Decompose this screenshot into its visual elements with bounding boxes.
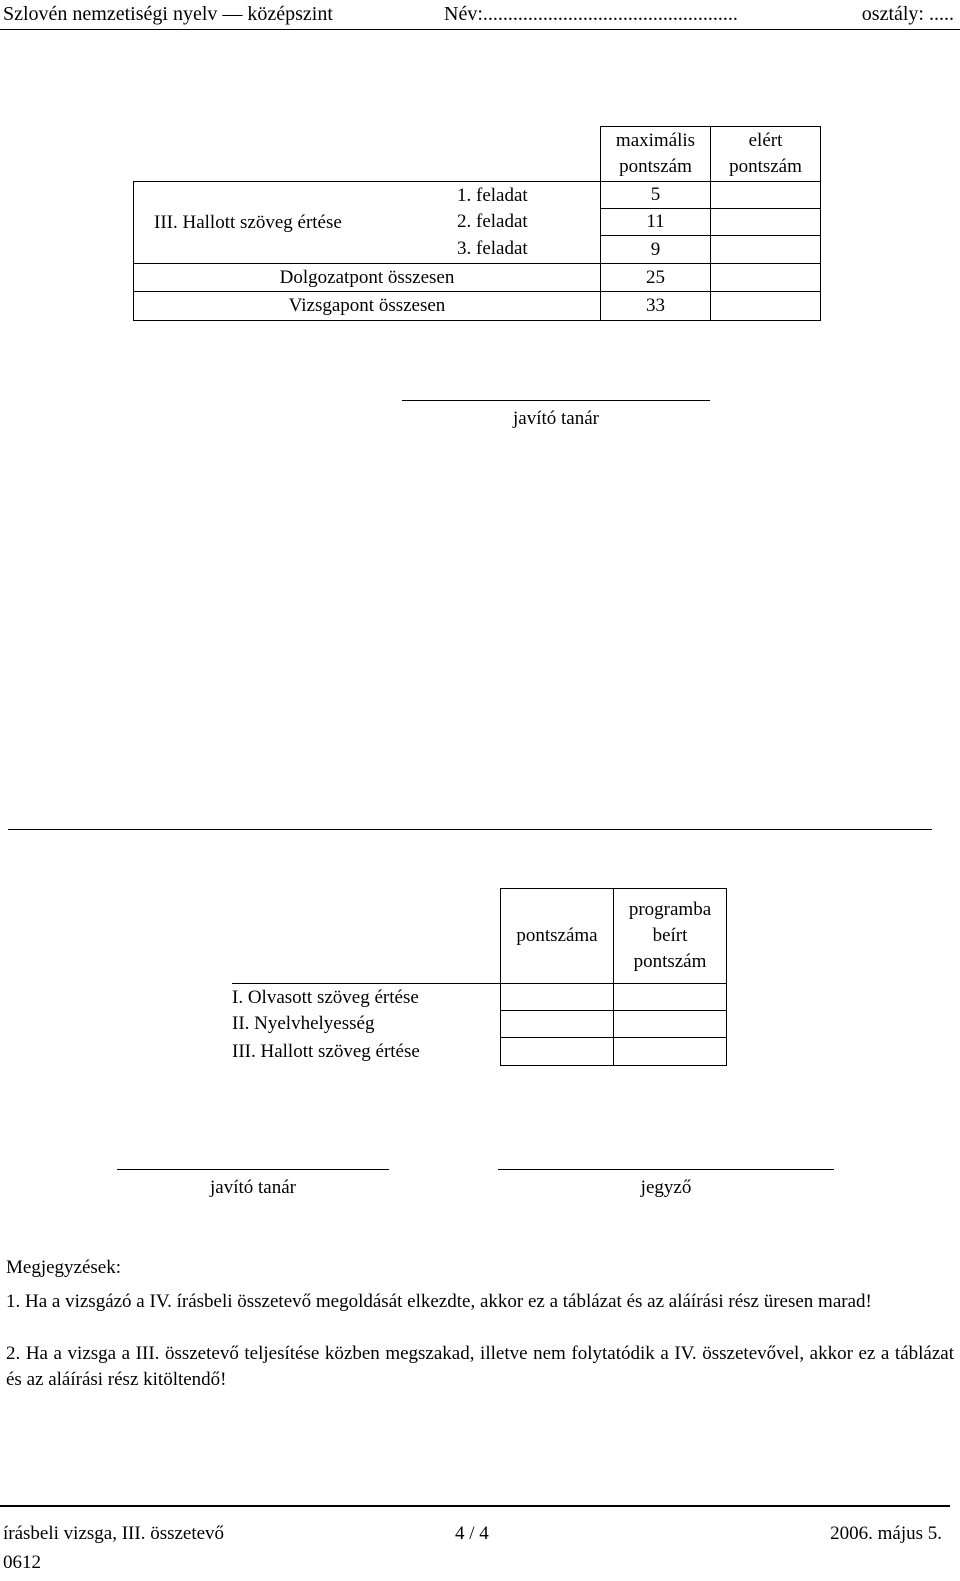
footer-date: 2006. május 5. — [830, 1523, 942, 1544]
points-input[interactable] — [500, 1037, 614, 1066]
section-separator — [8, 829, 932, 830]
signature-line[interactable] — [498, 1169, 834, 1170]
task-max: 5 — [600, 181, 711, 209]
program-points-input[interactable] — [613, 983, 727, 1011]
signature-line[interactable] — [402, 400, 710, 401]
task-label: 3. feladat — [400, 235, 601, 264]
subject-label: I. Olvasott szöveg értése — [232, 983, 501, 1011]
col-header-max: maximális pontszám — [600, 126, 711, 182]
task-label: 1. feladat — [400, 181, 601, 209]
task-achieved-input[interactable] — [710, 208, 821, 236]
signature-label: javító tanár — [513, 408, 599, 429]
exam-total-label: Vizsgapont összesen — [133, 291, 601, 321]
signature-label: jegyző — [640, 1177, 692, 1198]
task-achieved-input[interactable] — [710, 181, 821, 209]
total-max: 25 — [600, 263, 711, 292]
task-max: 9 — [600, 235, 711, 264]
task-achieved-input[interactable] — [710, 235, 821, 264]
note-item: 2. Ha a vizsga a III. összetevő teljesítése közben megszakad, illetve nem folytatódik a IV. összetevővel, akkor ez a táblázat és az aláírási rész kitöltendő! — [6, 1343, 954, 1390]
signature-label: javító tanár — [210, 1177, 296, 1198]
exam-total-achieved-input[interactable] — [710, 291, 821, 321]
col-header-achieved: elért pontszám — [710, 126, 821, 182]
subject-label: II. Nyelvhelyesség — [232, 1013, 375, 1034]
exam-total-max: 33 — [600, 291, 711, 321]
signature-line[interactable] — [117, 1169, 389, 1170]
program-points-input[interactable] — [613, 1010, 727, 1038]
name-field[interactable]: Név:................................................... — [444, 3, 738, 25]
program-points-input[interactable] — [613, 1037, 727, 1066]
col-header-points: pontszáma — [500, 888, 614, 984]
total-label: Dolgozatpont összesen — [133, 263, 601, 292]
col-header-program: programba beírt pontszám — [613, 888, 727, 984]
page-header-title: Szlovén nemzetiségi nyelv — középszint — [3, 3, 333, 25]
points-input[interactable] — [500, 983, 614, 1011]
total-achieved-input[interactable] — [710, 263, 821, 292]
section-label: III. Hallott szöveg értése — [133, 181, 401, 264]
footer-page-number: 4 / 4 — [455, 1523, 489, 1544]
subject-label: III. Hallott szöveg értése — [232, 1040, 420, 1062]
notes-title: Megjegyzések: — [6, 1257, 122, 1278]
note-item: 1. Ha a vizsgázó a IV. írásbeli összetevő megoldását elkezdte, akkor ez a táblázat és az aláírási rész üresen marad! — [6, 1291, 872, 1312]
task-max: 11 — [600, 208, 711, 236]
header-rule — [0, 29, 960, 30]
footer-code: 0612 — [3, 1552, 41, 1573]
footer-left: írásbeli vizsga, III. összetevő — [3, 1523, 225, 1544]
points-input[interactable] — [500, 1010, 614, 1038]
class-field[interactable]: osztály: ..... — [861, 3, 954, 25]
task-label: 2. feladat — [457, 211, 528, 232]
footer-rule — [0, 1505, 950, 1507]
